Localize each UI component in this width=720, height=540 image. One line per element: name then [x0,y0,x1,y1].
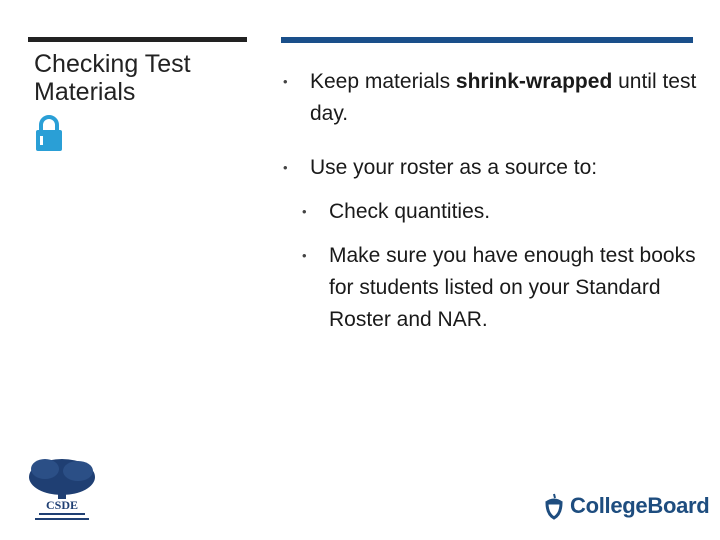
college-board-wordmark: CollegeBoard [570,493,710,518]
college-board-logo [542,492,709,520]
bullet-dot: • [283,160,288,175]
bullet-dot: • [302,204,307,219]
sub-bullet-item [302,196,703,228]
sub-bullet-text: Check quantities. [329,200,491,223]
bullet-dot: • [302,248,307,263]
sub-bullet-list [302,196,703,336]
acorn-icon [542,492,566,520]
slide-title-line2: Materials [34,78,136,106]
bullet-text-pre: Keep materials [310,70,456,93]
bullet-text: Use your roster as a source to: [310,156,598,179]
bullet-item [283,66,703,130]
bullet-text-post: until test day. [310,70,697,125]
sub-bullet-item [302,240,703,336]
bullet-item [283,152,703,184]
sub-bullet-text: Make sure you have enough test books for students listed on your Standard Roster and NAR. [329,244,696,331]
bullet-dot: • [283,74,288,89]
bullet-text-bold: shrink-wrapped [455,70,613,93]
lock-icon [34,115,64,153]
csde-logo-text: CSDE [45,498,79,512]
slide-title [34,50,239,106]
slide-title-line1: Checking Test [34,50,191,78]
csde-logo [23,455,101,525]
title-rule [28,37,247,42]
content-rule [281,37,693,43]
bullet-list [283,66,703,348]
